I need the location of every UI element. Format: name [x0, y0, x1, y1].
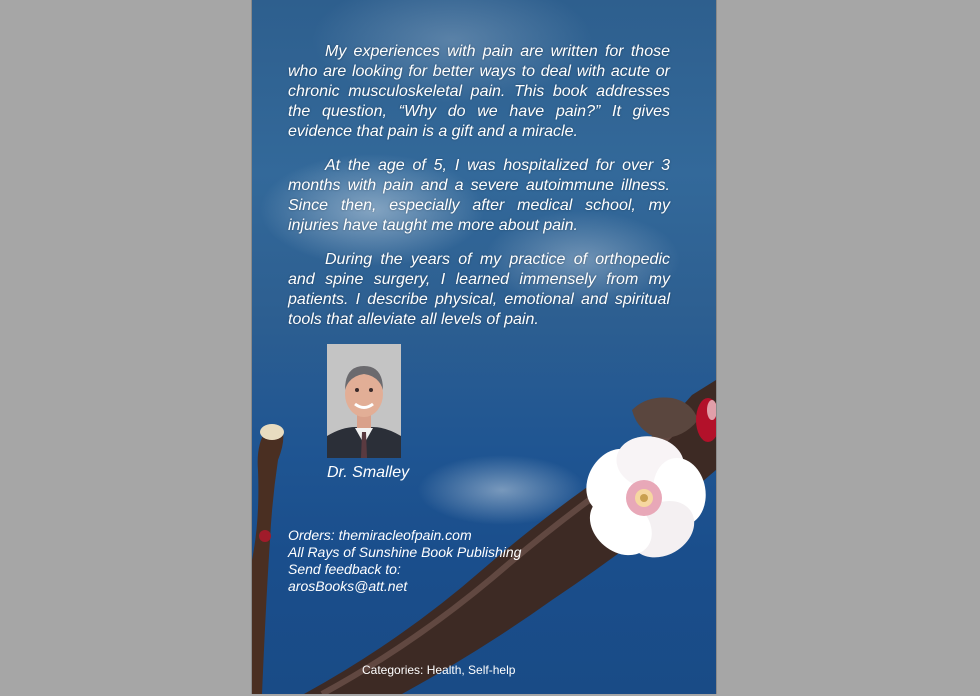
left-red-bud — [259, 530, 271, 542]
paragraph-3: During the years of my practice of orthopedic and spine surgery, I learned immensely from my patients. I describe physical, emotional and spiritual tools that alleviate all levels of pain. — [288, 251, 670, 328]
left-twig-bud — [260, 424, 284, 440]
description-text — [288, 42, 670, 344]
book-back-cover-page — [251, 0, 717, 694]
author-photo — [327, 344, 401, 458]
orders-website: Orders: themiracleofpain.com — [288, 527, 472, 543]
categories-label: Categories: Health, Self-help — [362, 663, 516, 677]
feedback-label: Send feedback to: — [288, 561, 401, 577]
author-caption: Dr. Smalley — [327, 464, 410, 481]
publisher-name: All Rays of Sunshine Book Publishing — [288, 544, 522, 560]
left-twig — [252, 428, 283, 694]
ordering-info — [288, 527, 521, 595]
feedback-email: arosBooks@att.net — [288, 578, 408, 594]
paragraph-2: At the age of 5, I was hospitalized for over 3 months with pain and a severe autoimmune illness. Since then, especially after medical school, my injuries have taught me more about pain. — [288, 157, 670, 234]
paragraph-1: My experiences with pain are written for those who are looking for better ways to deal with acute or chronic musculoskeletal pain. This book addresses the question, “Why do we have pain?” It gives evidence that pain is a gift and a miracle. — [288, 43, 670, 140]
